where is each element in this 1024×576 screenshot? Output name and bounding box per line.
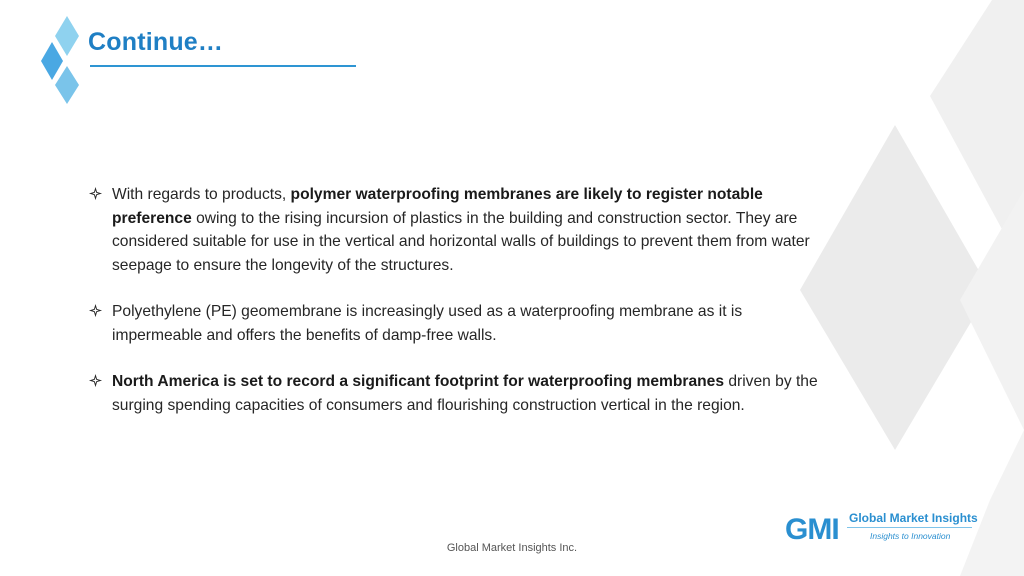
four-point-star-bullet-icon [88,373,103,388]
bullet-segment: driven by the surging spending capacities of consumers and flourishing construction vertical in the region. [112,373,818,414]
bullet-segment-bold: North America is set to record a significant footprint for waterproofing membranes [112,373,725,390]
footer-text: Global Market Insights Inc. [446,542,578,554]
bullet-item [88,370,828,417]
bullet-segment: Polyethylene (PE) geomembrane is increasingly used as a waterproofing membrane as it is impermeable and offers the benefits of damp-free walls. [112,303,743,344]
bullet-list [88,183,828,440]
bullet-segment: With regards to products, [112,186,291,203]
logo-divider [847,527,972,528]
page-title: Continue… [88,28,224,56]
bullet-item [88,183,828,277]
diamond-cluster-icon [36,14,86,108]
bullet-text [112,370,828,417]
bullet-segment: owing to the rising incursion of plastics in the building and construction sector. They are considered suitable for use in the vertical and horizontal walls of buildings to prevent them from water seepage to ensure the longevity of the structures. [112,209,810,274]
four-point-star-bullet-icon [88,186,103,201]
bullet-item [88,300,828,347]
title-underline [90,65,356,67]
bullet-text [112,300,828,347]
four-point-star-bullet-icon [88,303,103,318]
gmi-logo-mark [784,510,846,546]
logo-mark-text: GMI [785,513,839,546]
bullet-segment-bold: polymer waterproofing membranes are likely to register notable preference [112,186,763,227]
bullet-text [112,183,828,277]
logo-name: Global Market Insights [849,511,978,525]
logo-tagline: Insights to Innovation [870,531,951,541]
